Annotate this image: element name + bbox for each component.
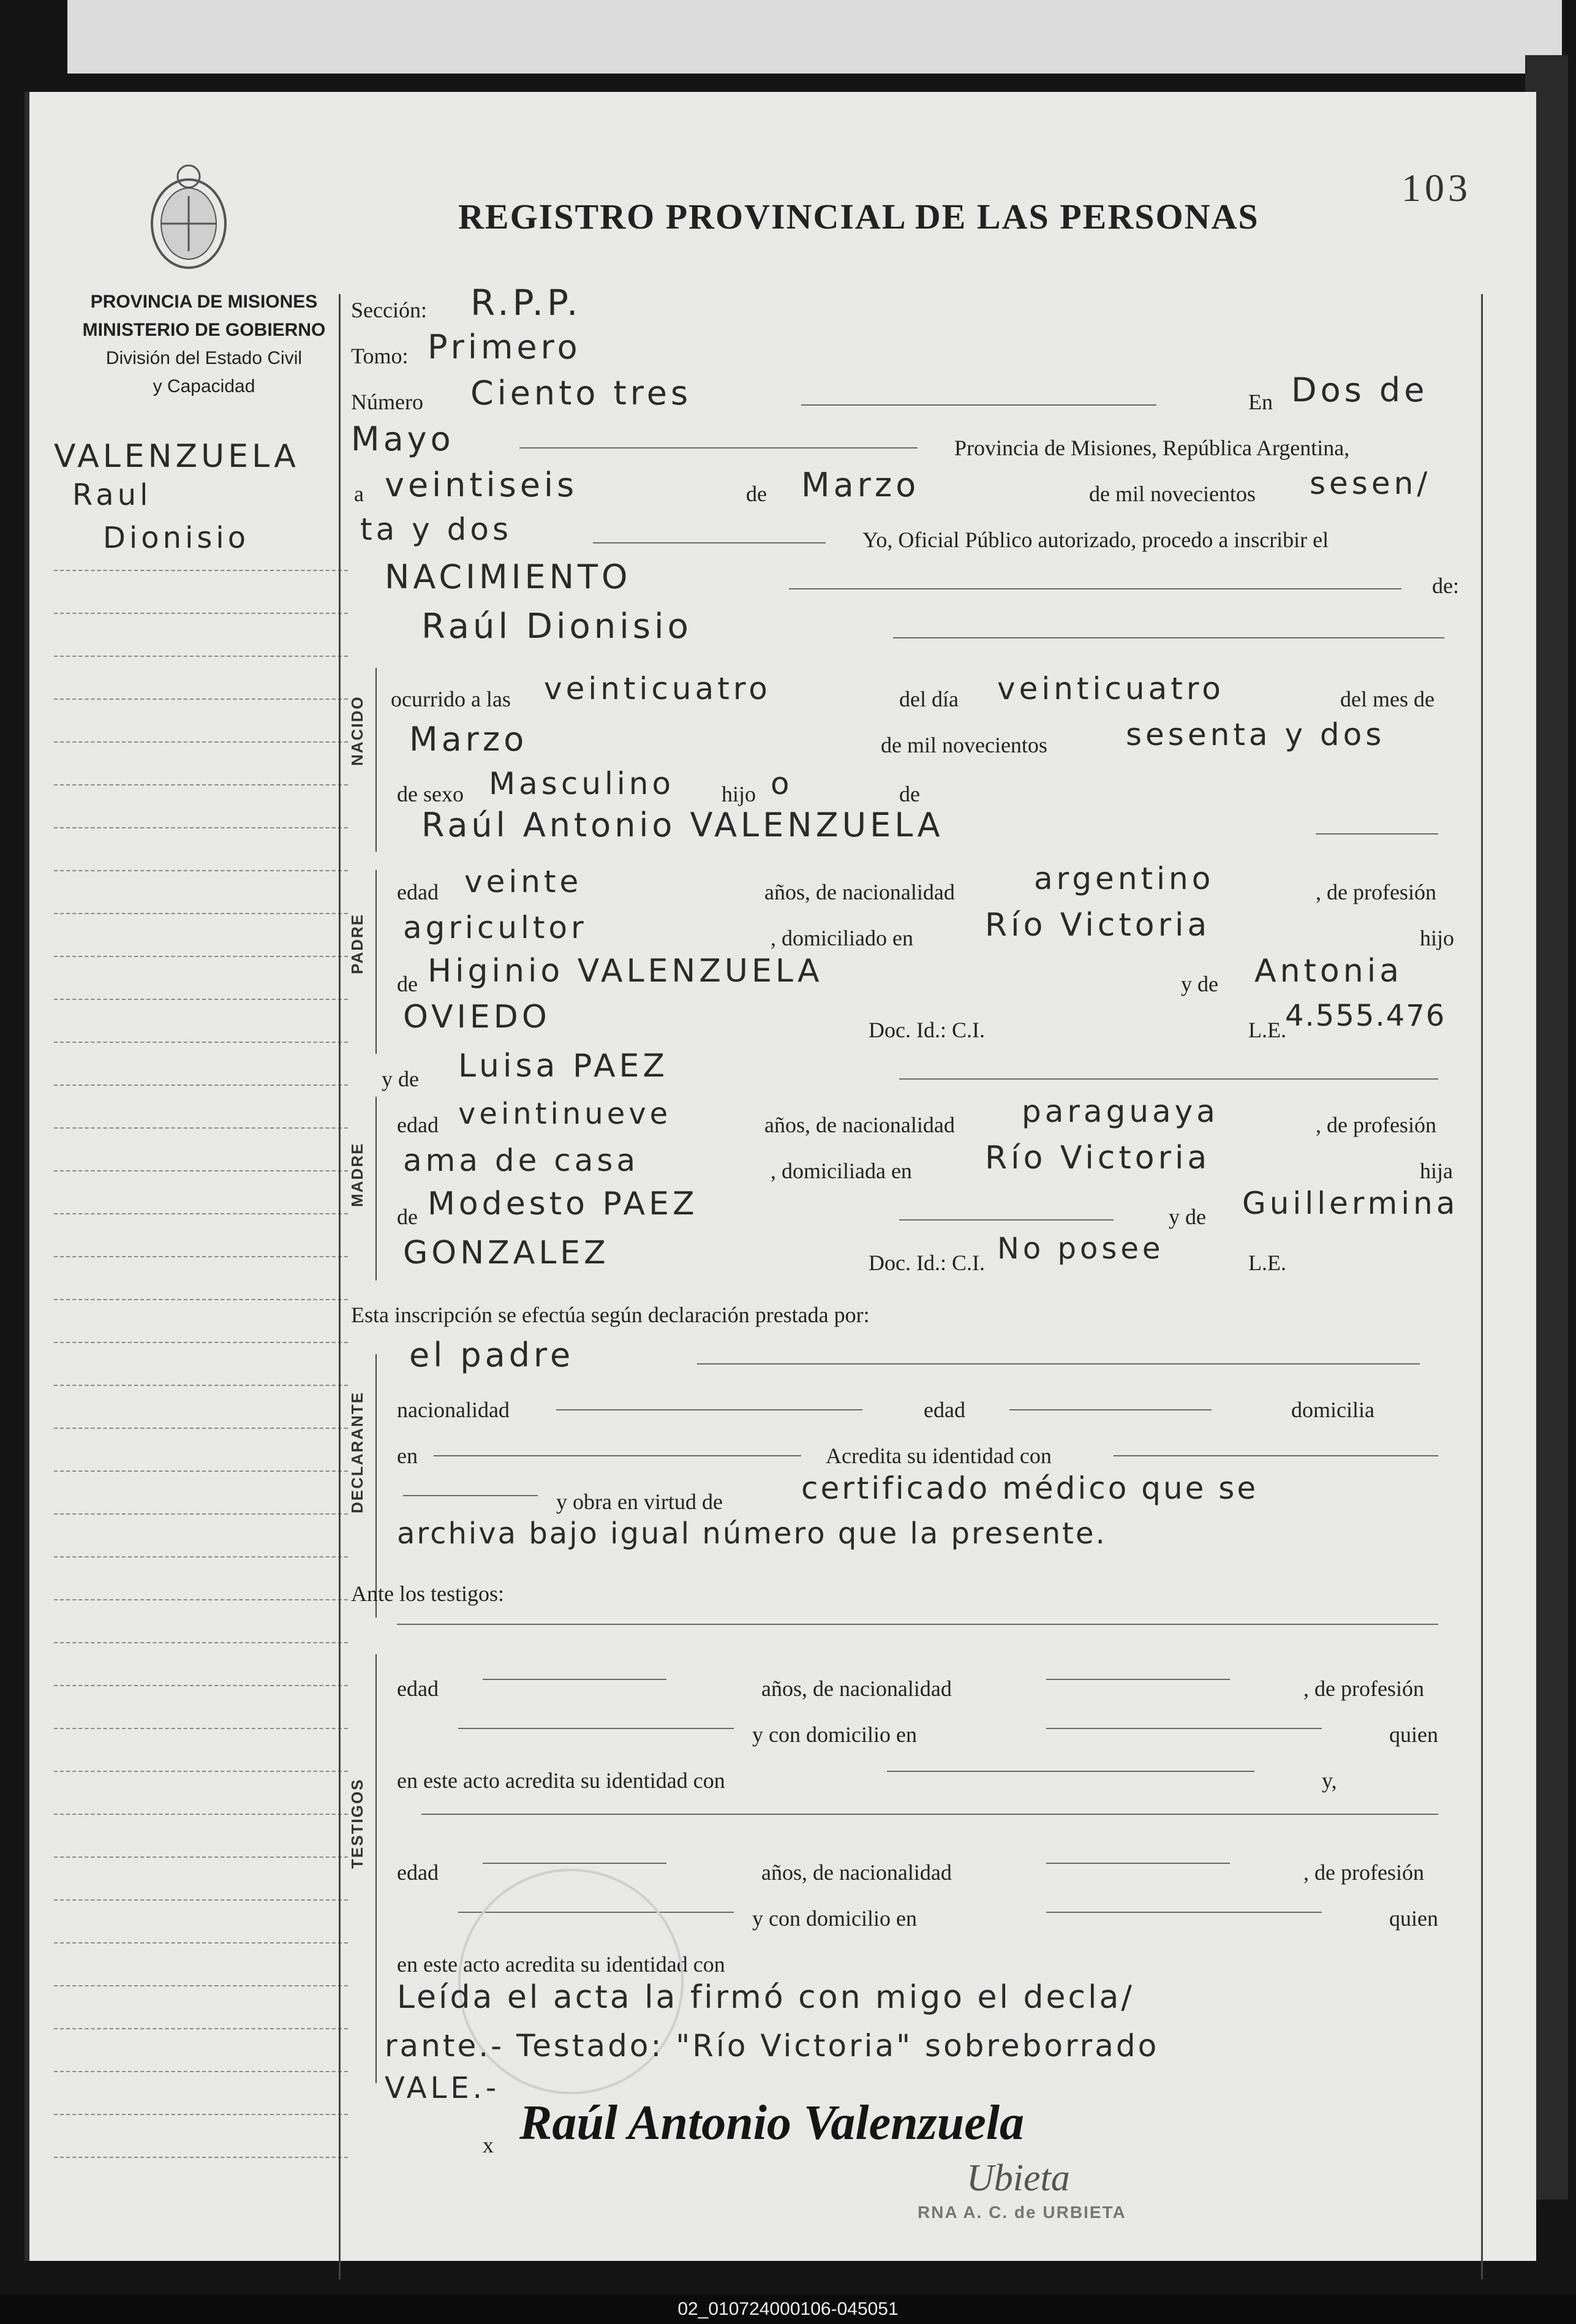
value-nota-1: Leída el acta la firmó con migo el decla/ — [397, 1979, 1134, 2016]
value-certificado-1: certificado médico que se — [801, 1470, 1259, 1506]
value-padre-nac: argentino — [1034, 861, 1215, 896]
value-anio-b: ta y dos — [360, 512, 512, 547]
label-madre-y-de: y de — [382, 1067, 419, 1091]
label-decl-acredita: Acredita su identidad con — [826, 1444, 1052, 1468]
label-del-mes: del mes de — [1340, 687, 1435, 711]
margin-surname: VALENZUELA — [54, 438, 300, 475]
label-test2-acredita: en este acto acredita su identidad con — [397, 1952, 725, 1977]
label-test1-dom: y con domicilio en — [752, 1722, 917, 1747]
label-madre-y-de-2: y de — [1169, 1205, 1206, 1229]
value-mes-nac: Marzo — [409, 720, 528, 759]
form-right-rule — [1481, 294, 1483, 2279]
label-testigos: Ante los testigos: — [351, 1581, 504, 1606]
office-ministry: MINISTERIO DE GOBIERNO — [82, 320, 326, 340]
value-madre-madre-2: GONZALEZ — [403, 1235, 609, 1271]
label-seccion: Sección: — [351, 298, 427, 322]
label-padre-dom: , domiciliado en — [771, 926, 913, 950]
value-padre-madre-2: OVIEDO — [403, 999, 551, 1035]
label-padre-doc: Doc. Id.: C.I. — [869, 1018, 985, 1042]
label-de-sexo: de sexo — [397, 782, 464, 806]
label-madre-prof: , de profesión — [1316, 1113, 1436, 1137]
value-certificado-2: archiva bajo igual número que la presente. — [397, 1516, 1107, 1551]
form-left-rule — [339, 294, 341, 2279]
label-del-dia: del día — [899, 687, 959, 711]
label-madre-de: de — [397, 1205, 418, 1229]
label-decl-obra: y obra en virtud de — [556, 1489, 723, 1514]
label-decl-edad: edad — [924, 1398, 965, 1422]
label-tomo: Tomo: — [351, 344, 409, 368]
label-decl-domicilia: domicilia — [1291, 1398, 1374, 1422]
value-declarante: el padre — [409, 1336, 575, 1374]
label-test1-prof: , de profesión — [1303, 1676, 1424, 1701]
section-madre: MADRE — [348, 1142, 366, 1207]
section-nacido: NACIDO — [348, 695, 366, 766]
declarante-bracket — [375, 1354, 377, 1618]
section-testigos: TESTIGOS — [348, 1778, 366, 1869]
label-padre-le: L.E. — [1248, 1018, 1286, 1042]
office-province: PROVINCIA DE MISIONES — [90, 292, 318, 312]
signature-father: Raúl Antonio Valenzuela — [519, 2096, 1024, 2150]
value-nota-2: rante.- Testado: "Río Victoria" sobreborrado — [385, 2028, 1159, 2064]
document-title: REGISTRO PROVINCIAL DE LAS PERSONAS — [458, 197, 1259, 237]
coat-of-arms-icon — [140, 159, 238, 276]
value-tomo: Primero — [428, 328, 581, 366]
nacido-bracket — [375, 668, 377, 852]
value-mes: Marzo — [801, 466, 920, 504]
testigos-bracket — [375, 1654, 377, 2083]
label-madre-le: L.E. — [1248, 1251, 1286, 1275]
label-decl-en: en — [397, 1444, 418, 1468]
value-madre-ci: No posee — [997, 1232, 1164, 1266]
label-test2-edad: edad — [397, 1860, 439, 1885]
label-test1-nac: años, de nacionalidad — [761, 1676, 952, 1701]
value-lugar-2: Mayo — [351, 420, 454, 458]
label-declaracion: Esta inscripción se efectúa según declaración prestada por: — [351, 1303, 870, 1327]
label-test2-nac: años, de nacionalidad — [761, 1860, 952, 1885]
label-test2-dom: y con domicilio en — [752, 1906, 917, 1931]
label-test1-quien: quien — [1389, 1722, 1438, 1747]
label-padre-edad: edad — [397, 880, 439, 904]
margin-name-2: Dionisio — [103, 521, 250, 555]
label-padre-prof: , de profesión — [1316, 880, 1436, 904]
value-anio-nac: sesenta y dos — [1126, 717, 1386, 752]
value-hora: veinticuatro — [544, 671, 771, 706]
signature-official: Ubieta — [967, 2157, 1070, 2199]
label-en: En — [1248, 390, 1273, 414]
label-de: de — [746, 482, 767, 506]
value-madre-edad: veintinueve — [458, 1097, 672, 1131]
label-test1-y: y, — [1322, 1768, 1337, 1793]
label-de-mil-2: de mil novecientos — [881, 733, 1047, 757]
office-capacity: y Capacidad — [153, 376, 255, 396]
value-hijo: o — [771, 766, 793, 801]
label-ocurrido: ocurrido a las — [391, 687, 511, 711]
value-madre-padre: Modesto PAEZ — [428, 1186, 698, 1222]
label-a: a — [354, 482, 364, 506]
label-padre-y-de: y de — [1181, 972, 1218, 996]
value-acto: NACIMIENTO — [385, 558, 632, 596]
label-de-mil: de mil novecientos — [1089, 482, 1256, 506]
office-division: División del Estado Civil — [105, 348, 303, 368]
label-madre-hija: hija — [1420, 1159, 1453, 1183]
value-madre-dom: Río Victoria — [985, 1140, 1211, 1176]
label-provincia: Provincia de Misiones, República Argentina, — [954, 436, 1350, 460]
value-padre-edad: veinte — [464, 864, 583, 899]
label-numero: Número — [351, 390, 423, 414]
label-padre-nac: años, de nacionalidad — [764, 880, 955, 904]
label-de-colon: de: — [1432, 573, 1459, 598]
scan-code: 02_010724000106-045051 — [0, 2295, 1576, 2324]
label-hijo: hijo — [722, 782, 756, 806]
label-yo-oficial: Yo, Oficial Público autorizado, procedo a inscribir el — [862, 528, 1329, 552]
value-padre-le: 4.555.476 — [1285, 999, 1446, 1033]
value-seccion: R.P.P. — [470, 282, 582, 324]
value-sexo: Masculino — [489, 766, 675, 801]
value-anio-a: sesen/ — [1310, 466, 1431, 501]
value-padre-madre: Antonia — [1254, 953, 1403, 990]
value-madre-madre: Guillermina — [1242, 1186, 1459, 1221]
label-madre-dom: , domiciliada en — [771, 1159, 912, 1183]
margin-name-1: Raul — [72, 478, 152, 512]
label-x: x — [483, 2133, 494, 2157]
label-test1-edad: edad — [397, 1676, 439, 1701]
label-padre-hijo: hijo — [1420, 926, 1455, 950]
padre-bracket — [375, 870, 377, 1054]
label-madre-edad: edad — [397, 1113, 439, 1137]
register-page — [25, 92, 1536, 2261]
label-decl-nacionalidad: nacionalidad — [397, 1398, 510, 1422]
value-padre-padre: Higinio VALENZUELA — [428, 953, 823, 990]
value-nota-3: VALE.- — [385, 2071, 500, 2105]
value-madre-prof: ama de casa — [403, 1143, 639, 1178]
official-stamp: RNA A. C. de URBIETA — [918, 2203, 1126, 2222]
value-madre-nac: paraguaya — [1022, 1094, 1219, 1129]
value-numero: Ciento tres — [470, 374, 692, 412]
madre-bracket — [375, 1097, 377, 1281]
book-top-edge — [67, 0, 1562, 74]
value-nombre: Raúl Dionisio — [421, 607, 692, 646]
label-test1-acredita: en este acto acredita su identidad con — [397, 1768, 725, 1793]
value-madre-nombre: Luisa PAEZ — [458, 1048, 669, 1084]
label-de-2: de — [899, 782, 920, 806]
value-lugar: Dos de — [1291, 371, 1428, 409]
value-padre-dom: Río Victoria — [985, 907, 1211, 944]
value-padre-nombre: Raúl Antonio VALENZUELA — [421, 806, 944, 844]
office-block — [60, 288, 348, 401]
value-dia: veintiseis — [385, 466, 578, 504]
label-madre-doc: Doc. Id.: C.I. — [869, 1251, 985, 1275]
label-padre-de: de — [397, 972, 418, 996]
label-test2-quien: quien — [1389, 1906, 1438, 1931]
page-number: 103 — [1401, 166, 1471, 210]
section-declarante: DECLARANTE — [348, 1391, 366, 1513]
label-madre-nac: años, de nacionalidad — [764, 1113, 955, 1137]
section-padre: PADRE — [348, 913, 366, 974]
value-dia-nac: veinticuatro — [997, 671, 1224, 706]
label-test2-prof: , de profesión — [1303, 1860, 1424, 1885]
value-padre-prof: agricultor — [403, 910, 587, 945]
